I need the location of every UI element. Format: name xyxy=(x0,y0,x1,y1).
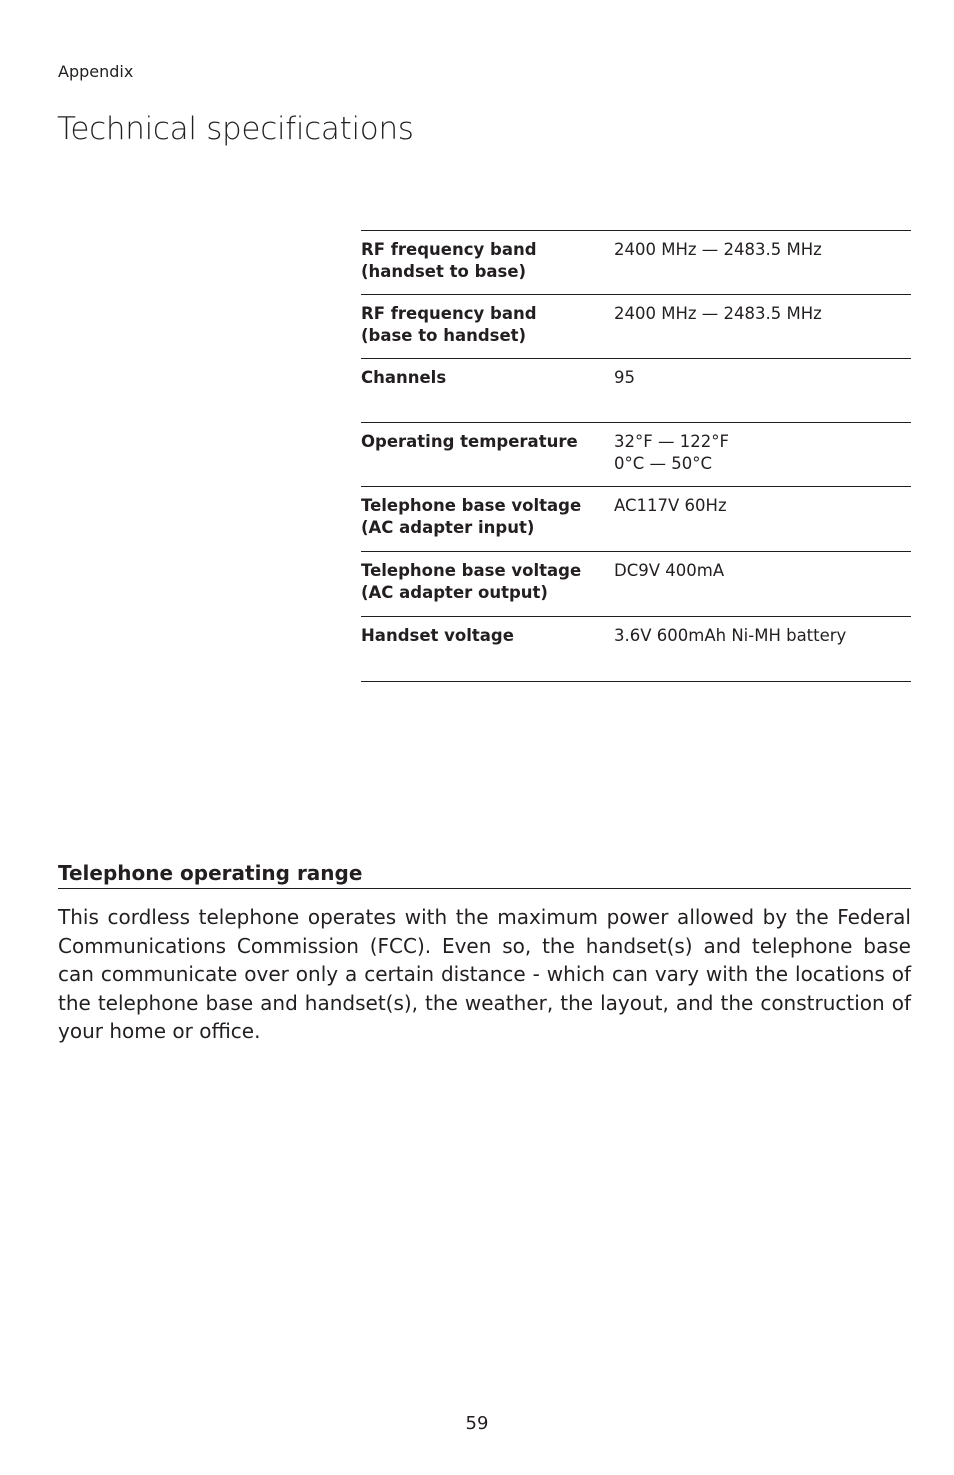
spec-name: RF frequency band (base to handset) xyxy=(361,304,537,345)
spec-row-channels xyxy=(361,359,911,423)
spec-name: Handset voltage xyxy=(361,626,514,645)
spec-table xyxy=(361,230,911,682)
spec-name: Telephone base voltage (AC adapter output) xyxy=(361,561,582,602)
spec-row-operating-temperature xyxy=(361,423,911,487)
spec-row-rf-base-to-handset xyxy=(361,295,911,359)
spec-row-handset-voltage xyxy=(361,617,911,682)
operating-range-heading: Telephone operating range xyxy=(58,860,911,889)
section-label: Appendix xyxy=(58,62,134,81)
page-number: 59 xyxy=(465,1413,489,1434)
spec-name: RF frequency band (handset to base) xyxy=(361,240,537,281)
spec-row-base-voltage-input xyxy=(361,487,911,552)
spec-value: DC9V 400mA xyxy=(614,561,725,580)
spec-value: 32°F — 122°F 0°C — 50°C xyxy=(614,432,729,473)
spec-value: 3.6V 600mAh Ni-MH battery xyxy=(614,626,847,645)
operating-range-body: This cordless telephone operates with the maximum power allowed by the Federal Communications Commission (FCC). Even so, the handset(s) and telephone base can communicate over only a certain distance - which can vary with the locations of the telephone base and handset(s), the weather, the layout, and the construction of your home or office. xyxy=(58,905,911,1044)
spec-value: 2400 MHz — 2483.5 MHz xyxy=(614,240,822,259)
spec-name: Channels xyxy=(361,368,447,387)
page-title: Technical specifications xyxy=(57,111,414,147)
spec-name: Operating temperature xyxy=(361,432,578,451)
spec-value: 2400 MHz — 2483.5 MHz xyxy=(614,304,822,323)
spec-value: AC117V 60Hz xyxy=(614,496,727,515)
spec-row-rf-handset-to-base xyxy=(361,231,911,295)
spec-row-base-voltage-output xyxy=(361,552,911,617)
spec-name: Telephone base voltage (AC adapter input) xyxy=(361,496,582,537)
spec-value: 95 xyxy=(614,368,635,387)
